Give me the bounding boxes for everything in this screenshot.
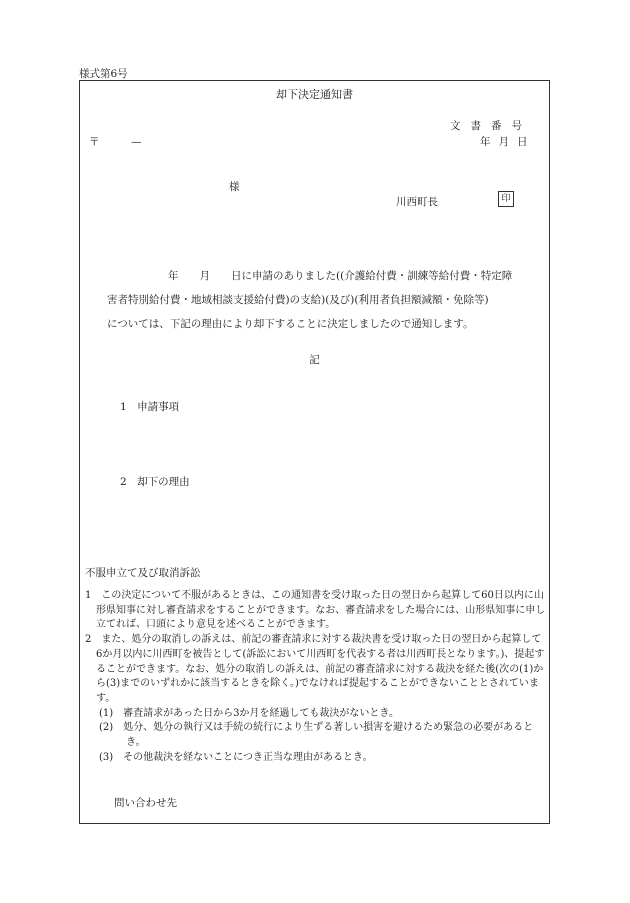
- appeal-sub-item-3: (3) その他裁決を経ないことにつき正当な理由があるとき。: [99, 751, 373, 763]
- document-title: 却下決定通知書: [276, 88, 353, 101]
- appeal-sub-item-2: (2) 処分、処分の執行又は手続の続行により生ずる著しい損害を避けるため緊急の必要があるとき。: [99, 722, 534, 749]
- date-label: 年月日: [480, 136, 536, 148]
- document-number-label: 文書番号: [450, 120, 532, 132]
- item-application-matter: 1 申請事項: [120, 401, 180, 413]
- appeal-paragraph-1: 1 この決定について不服があるときは、この通知書を受け取った日の翌日から起算して60日以内に山形県知事に対し審査請求をすることができます。なお、審査請求をした場合には、山形県知事に申し立てれば、口頭により意見を述べることができます。: [85, 590, 546, 631]
- postal-code-field: 〒 —: [89, 136, 142, 148]
- seal-mark: 印: [498, 191, 514, 207]
- issuer-name: 川西町長: [396, 196, 438, 208]
- item-rejection-reason: 2 却下の理由: [120, 476, 190, 488]
- inquiry-label: 問い合わせ先: [114, 797, 177, 809]
- addressee-suffix: 様: [229, 181, 240, 193]
- body-line-2: 害者特別給付費・地域相談支援給付費)の支給)(及び)(利用者負担額減額・免除等): [107, 294, 489, 306]
- ki-heading: 記: [309, 354, 320, 366]
- appeal-section: [85, 589, 547, 765]
- form-number: 様式第6号: [79, 68, 128, 80]
- appeal-heading: 不服申立て及び取消訴訟: [85, 567, 201, 579]
- notice-frame: [79, 80, 550, 824]
- appeal-sub-item-1: (1) 審査請求があった日から3か月を経過しても裁決がないとき。: [99, 707, 400, 719]
- body-line-3: については、下記の理由により却下することに決定しましたので通知します。: [107, 318, 474, 330]
- appeal-paragraph-2: 2 また、処分の取消しの訴えは、前記の審査請求に対する裁決書を受け取った日の翌日から起算して6か月以内に川西町を被告として(訴訟において川西町を代表する者は川西町長となります。)、提起することができます。なお、処分の取消しの訴えは、前記の審査請求に対する裁決を経た後(次の(1)から(3)までのいずれかに該当するときを除く。)でなければ提起することができないこととされています。: [85, 634, 545, 704]
- body-line-1: 年 月 日に申請のありました((介護給付費・訓練等給付費・特定障: [168, 270, 513, 282]
